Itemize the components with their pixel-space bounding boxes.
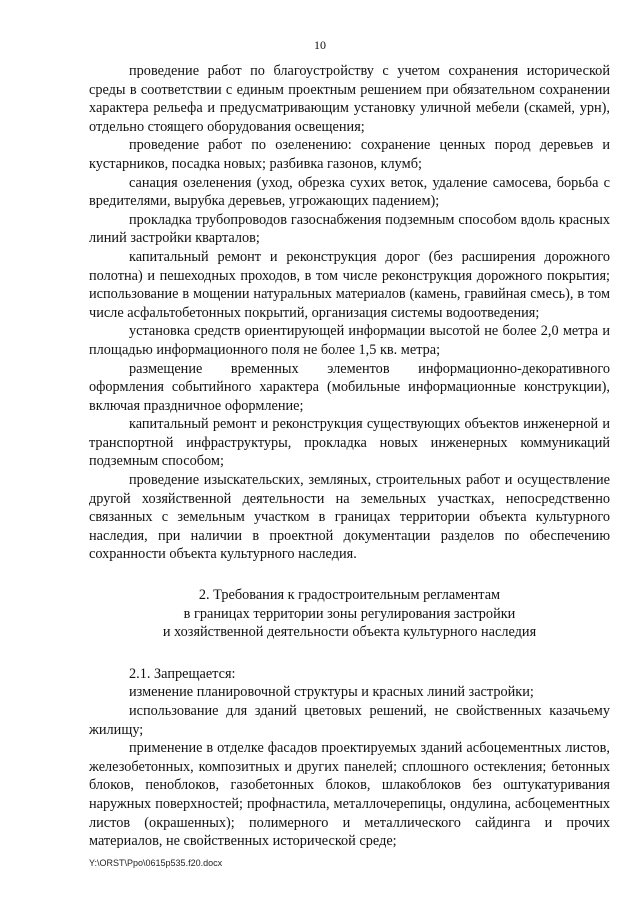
subsection-title: 2.1. Запрещается:: [129, 665, 236, 682]
paragraph: установка средств ориентирующей информации высотой не более 2,0 метра и площадью информационного поля не более 1,5 кв. метра;: [89, 323, 610, 358]
paragraph: санация озеленения (уход, обрезка сухих веток, удаление самосева, борьба с вредителями, вырубка деревьев, угрожающих падением);: [89, 174, 610, 210]
paragraph: размещение временных элементов информационно-декоративного оформления событийного характера (мобильные информационные конструкции), включая праздничное оформление;: [89, 360, 610, 414]
footer-file-path: Y:\ORST\Ppo\0615p535.f20.docx: [89, 858, 223, 868]
section-heading-line: и хозяйственной деятельности объекта культурного наследия: [162, 624, 537, 641]
paragraph: капитальный ремонт и реконструкция дорог (без расширения дорожного полотна) и пешеходных проходов, в том числе реконструкция дорожного покрытия; использование в мощении натуральных материалов (камень, гравийная смесь), в том числе асфальтобетонных покрытий, организация системы водоотведения;: [89, 248, 610, 321]
paragraph: капитальный ремонт и реконструкция существующих объектов инженерной и транспортной инфраструктуры, прокладка новых инженерных коммуникаций подземным способом;: [89, 416, 610, 470]
paragraph: проведение изыскательских, земляных, строительных работ и осуществление другой хозяйственной деятельности на земельных участках, непосредственно связанных с земельным участком в границах территории объекта культурного наследия, при наличии в проектной документации разделов по обеспечению сохранности объекта культурного наследия.: [89, 472, 610, 563]
section-heading-line: в границах территории зоны регулирования застройки: [183, 605, 516, 622]
paragraph: использование для зданий цветовых решений, не свойственных казачьему жилищу;: [89, 703, 610, 738]
page-number: 10: [314, 38, 326, 52]
paragraph: проведение работ по озеленению: сохранение ценных пород деревьев и кустарников, посадка новых; разбивка газонов, клумб;: [89, 137, 610, 172]
paragraph: изменение планировочной структуры и красных линий застройки;: [129, 684, 534, 701]
section-heading-line: 2. Требования к градостроительным регламентам: [198, 587, 501, 604]
paragraph: прокладка трубопроводов газоснабжения подземным способом вдоль красных линий застройки кварталов;: [89, 211, 610, 247]
section-heading: [89, 586, 610, 642]
paragraph: применение в отделке фасадов проектируемых зданий асбоцементных листов, железобетонных, композитных и других панелей; сплошного остекления; бетонных блоков, пеноблоков, газобетонных блоков, шлакоблоков без оштукатуривания наружных поверхностей; профнастила, металлочерепицы, ондулина, асбоцементных листов (окрашенных); полимерного и металлического сайдинга и прочих материалов, не свойственных исторической среде;: [89, 740, 610, 850]
paragraph: проведение работ по благоустройству с учетом сохранения исторической среды в соответствии с единым проектным решением при обязательном сохранении характера рельефа и предусматривающим установку уличной мебели (скамей, урн), отдельно стоящего оборудования освещения;: [89, 63, 610, 135]
document-body: [89, 62, 610, 851]
